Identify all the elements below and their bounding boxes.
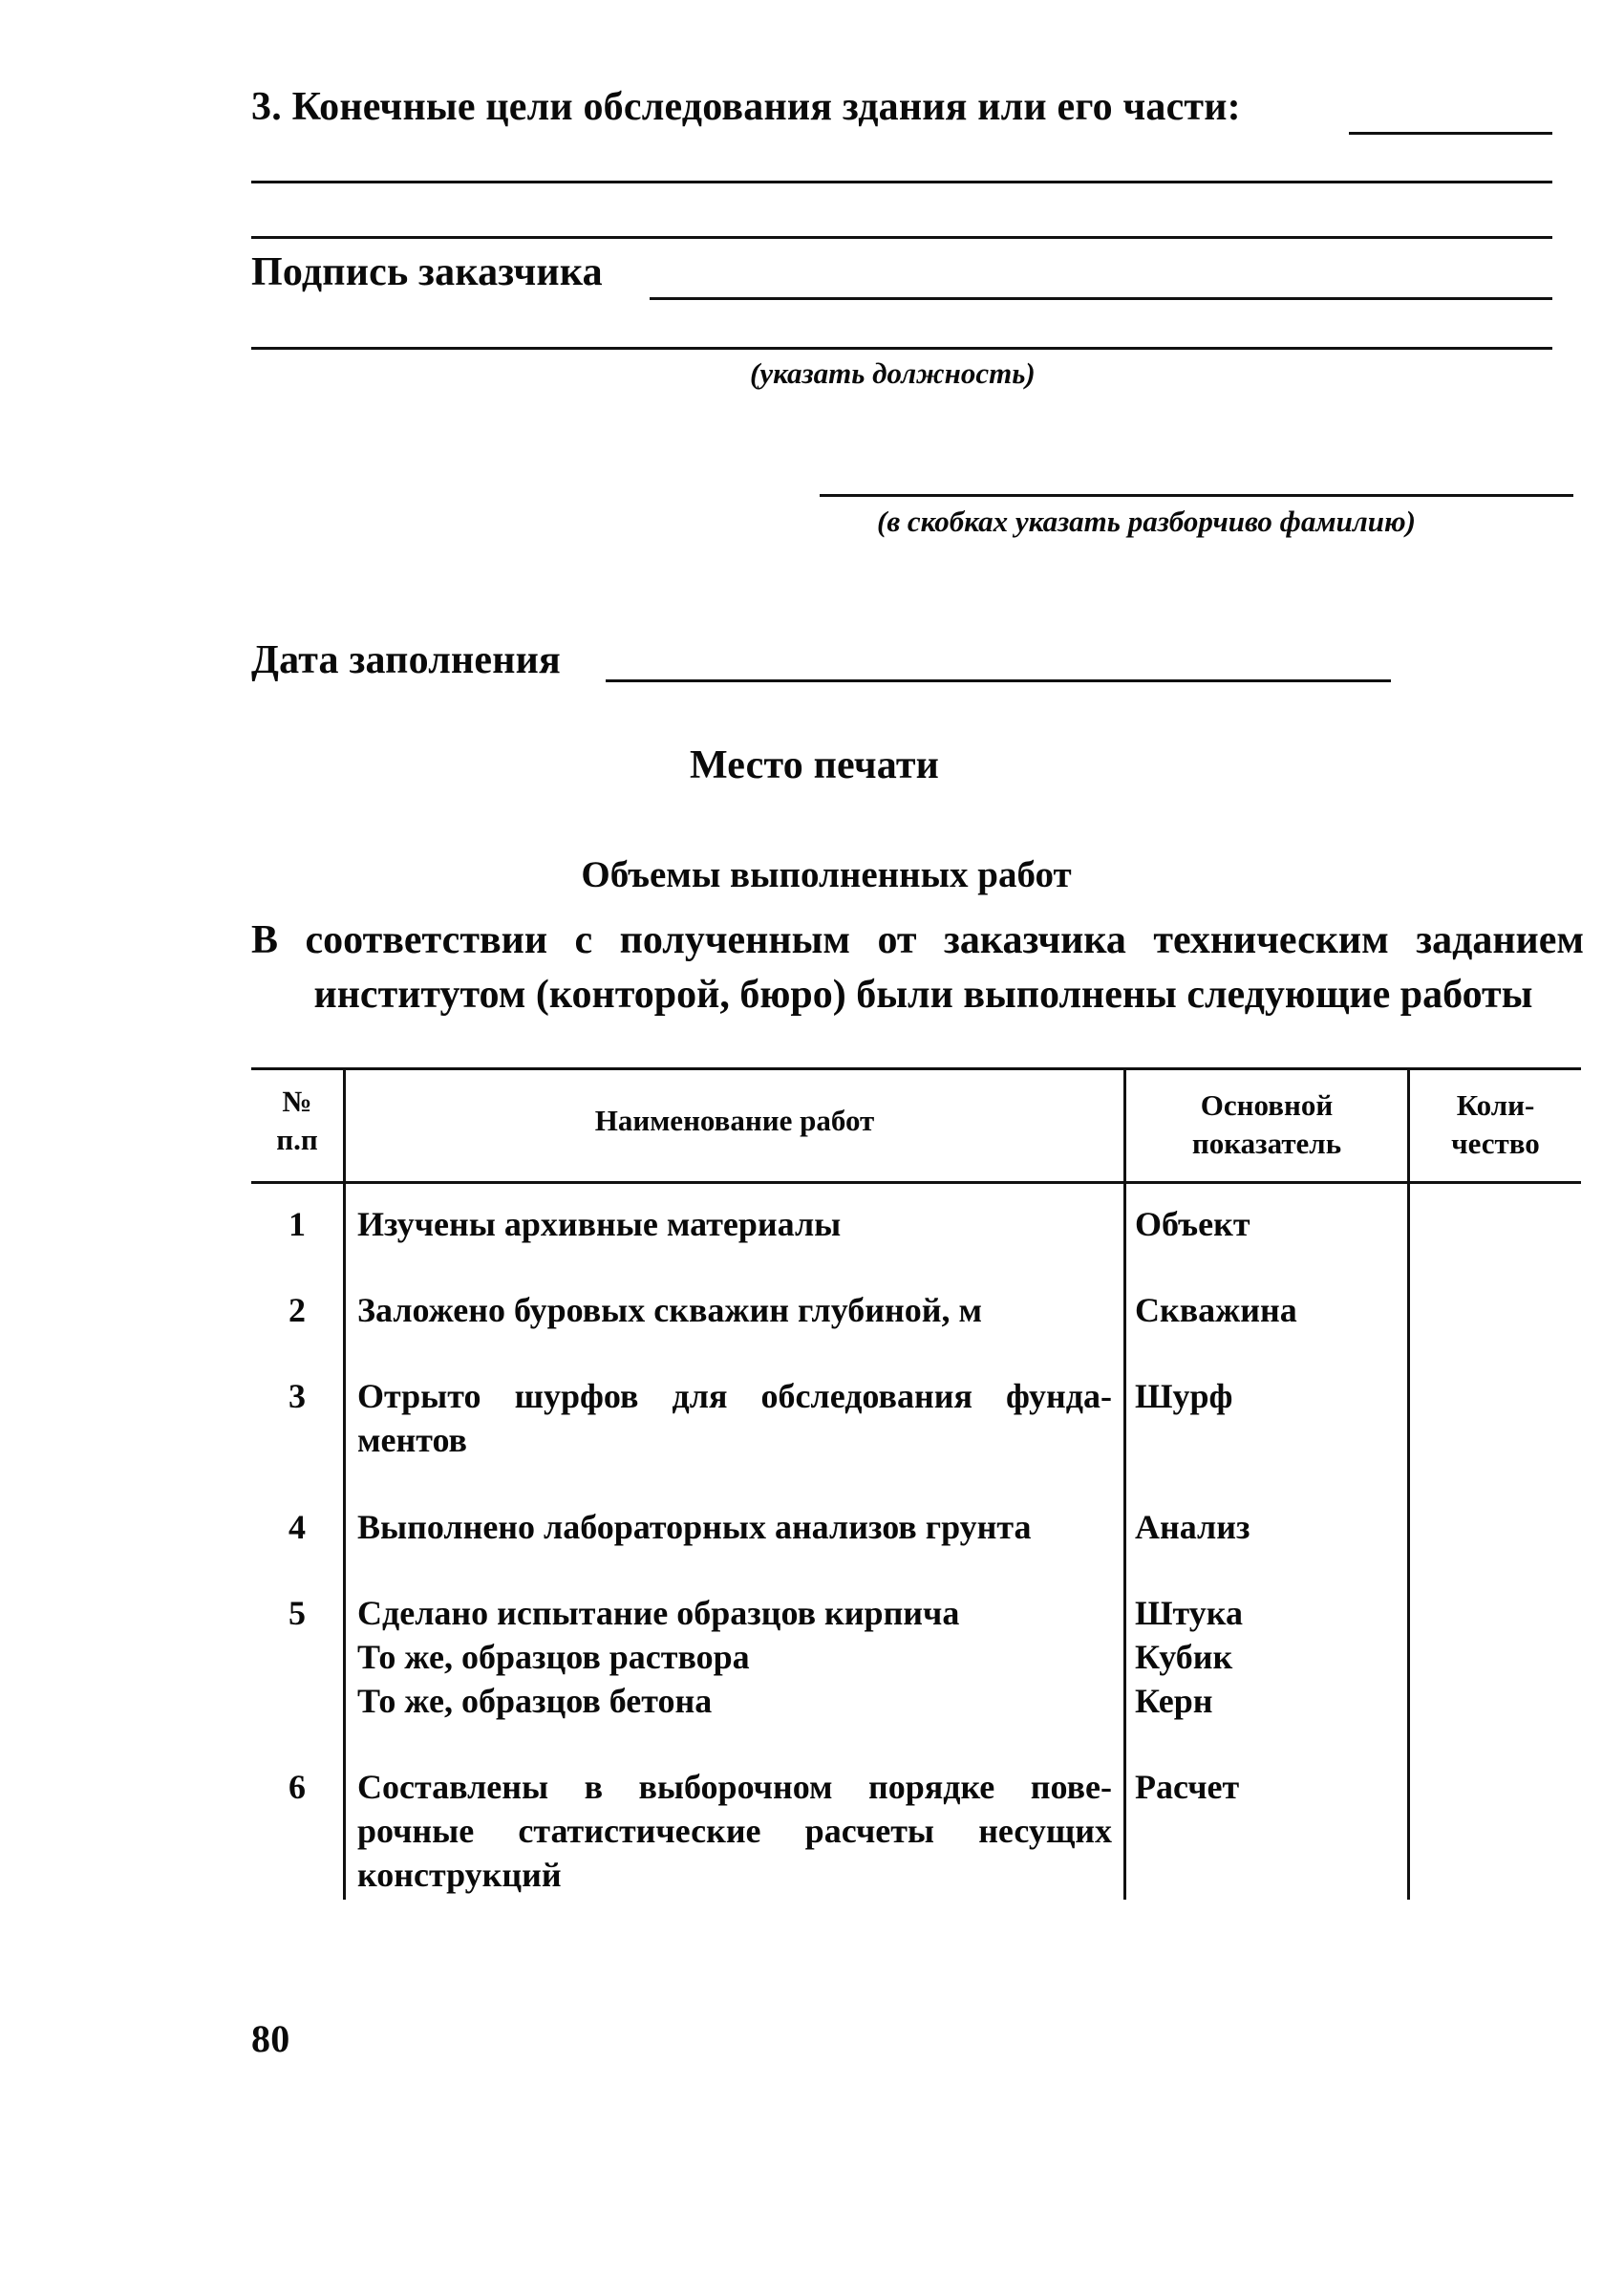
row-1-num: 1 [288, 1205, 306, 1243]
header-num-line-2: п.п [276, 1123, 318, 1156]
header-name-label: Наименование работ [594, 1104, 875, 1137]
intro-line-1: В соответствии с полученным от заказчика техническим заданием [251, 918, 1584, 962]
position-line [251, 347, 1552, 350]
row-2-indicator-line-1: Скважина [1135, 1291, 1297, 1329]
goals-label: 3. Конечные цели обследования здания или его части: [251, 85, 1241, 129]
page-number: 80 [251, 2017, 290, 2060]
header-name [346, 1102, 1123, 1140]
row-6-name-line-3: конструкций [357, 1856, 562, 1894]
row-6-name-line-2: рочные статистические расчеты несущих [357, 1812, 1112, 1850]
row-5-indicator-line-1: Штука [1135, 1594, 1243, 1632]
row-1-name [357, 1202, 1112, 1246]
table-top-rule [251, 1067, 1581, 1070]
intro-line-2: институтом (конторой, бюро) были выполнены следующие работы [313, 973, 1533, 1017]
row-4-indicator [1135, 1505, 1250, 1549]
row-3-indicator [1135, 1374, 1232, 1418]
row-6-name [357, 1765, 1112, 1897]
row-6-num: 6 [288, 1768, 306, 1806]
row-3-indicator-line-1: Шурф [1135, 1377, 1233, 1415]
header-num-line-1: № [282, 1085, 312, 1118]
goals-line-3 [251, 236, 1552, 239]
row-4-num: 4 [288, 1508, 306, 1546]
row-5-name [357, 1591, 1112, 1723]
intro-paragraph [251, 914, 1584, 1022]
row-1-indicator-line-1: Объект [1135, 1205, 1250, 1243]
row-2-name-line-1: Заложено буровых скважин глубиной, м [357, 1291, 983, 1329]
position-hint: (указать должность) [750, 356, 1036, 390]
surname-line [820, 494, 1573, 497]
row-3-name-line-1: Отрыто шурфов для обследования фунда- [357, 1377, 1112, 1415]
header-num [251, 1083, 343, 1159]
table-col-divider-1 [343, 1069, 346, 1900]
goals-line-1 [1349, 132, 1552, 135]
date-label: Дата заполнения [251, 638, 561, 682]
table-header-rule [251, 1181, 1581, 1184]
header-indicator-line-1: Основной [1200, 1088, 1334, 1122]
stamp-label: Место печати [690, 743, 940, 787]
row-6-indicator-line-1: Расчет [1135, 1768, 1240, 1806]
row-2-num: 2 [288, 1291, 306, 1329]
row-1-indicator [1135, 1202, 1250, 1246]
row-4-indicator-line-1: Анализ [1135, 1508, 1250, 1546]
row-5-indicator-line-3: Керн [1135, 1682, 1213, 1720]
header-indicator [1126, 1086, 1407, 1163]
signature-line [650, 297, 1552, 300]
header-qty [1410, 1086, 1581, 1163]
row-2-name [357, 1288, 1112, 1332]
surname-hint: (в скобках указать разборчиво фамилию) [877, 505, 1416, 538]
section-title: Объемы выполненных работ [581, 854, 1072, 895]
row-3-name [357, 1374, 1112, 1462]
row-4-name [357, 1505, 1112, 1549]
row-3-num: 3 [288, 1377, 306, 1415]
row-5-name-line-2: То же, образцов раствора [357, 1638, 750, 1676]
table-col-divider-2 [1123, 1069, 1126, 1900]
row-5-indicator [1135, 1591, 1243, 1723]
row-6-indicator [1135, 1765, 1239, 1809]
header-qty-line-1: Коли- [1456, 1088, 1535, 1122]
row-3-name-line-2: ментов [357, 1421, 467, 1459]
signature-label: Подпись заказчика [251, 250, 603, 294]
date-line [606, 679, 1391, 682]
row-5-num: 5 [288, 1594, 306, 1632]
row-2-indicator [1135, 1288, 1297, 1332]
row-5-name-line-1: Сделано испытание образцов кирпича [357, 1594, 960, 1632]
row-4-name-line-1: Выполнено лабораторных анализов грунта [357, 1508, 1032, 1546]
table-col-divider-3 [1407, 1069, 1410, 1900]
row-1-name-line-1: Изучены архивные материалы [357, 1205, 842, 1243]
row-5-indicator-line-2: Кубик [1135, 1638, 1233, 1676]
goals-line-2 [251, 181, 1552, 183]
row-5-name-line-3: То же, образцов бетона [357, 1682, 713, 1720]
header-indicator-line-2: показатель [1191, 1127, 1342, 1160]
row-6-name-line-1: Составлены в выборочном порядке пове- [357, 1768, 1112, 1806]
header-qty-line-2: чество [1451, 1127, 1540, 1160]
